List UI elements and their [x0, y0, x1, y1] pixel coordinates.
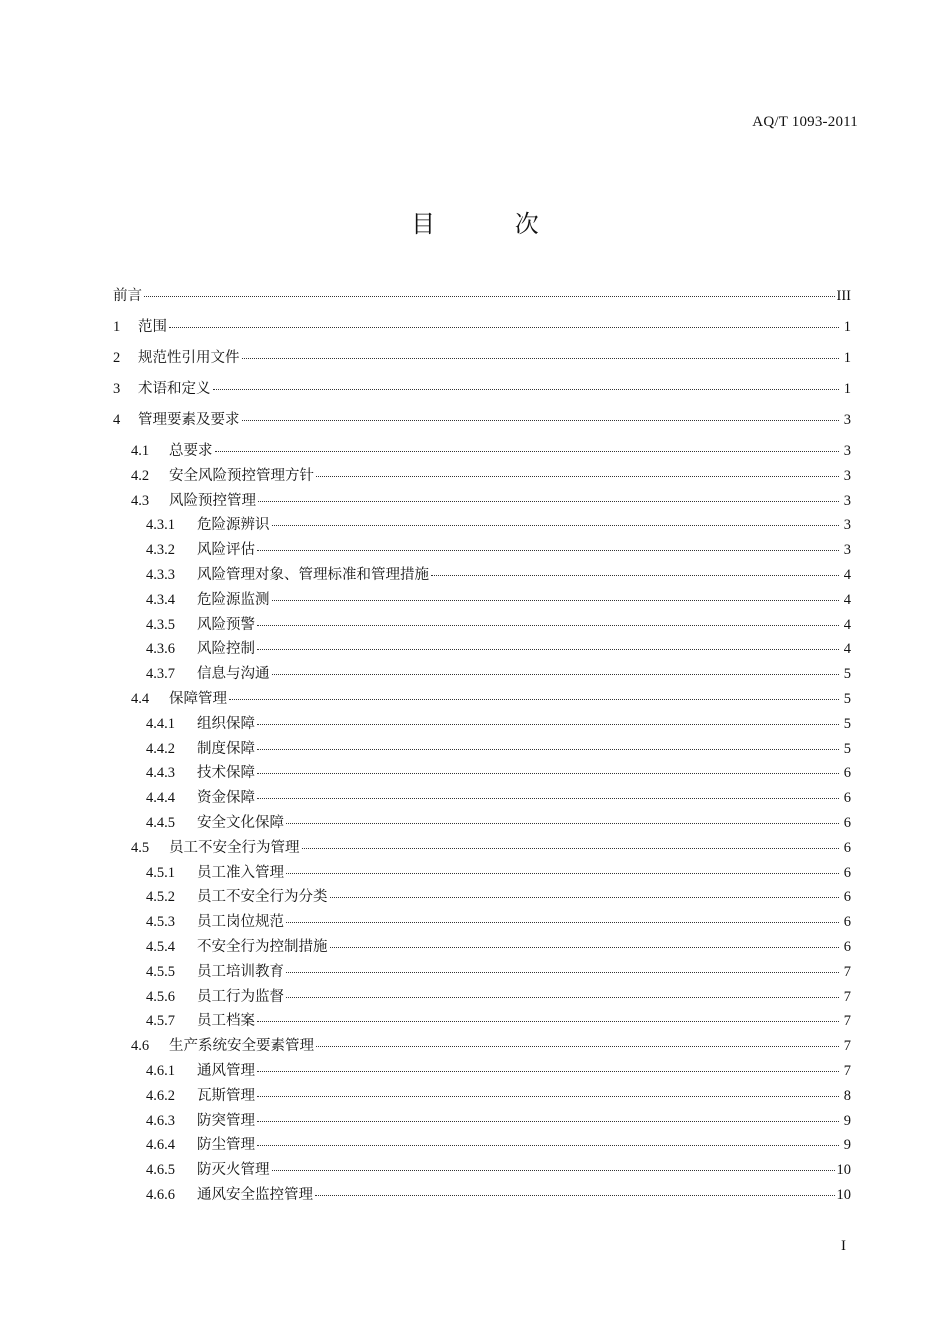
toc-entry-number: 4.5.1: [146, 864, 175, 881]
toc-entry-title: 总要求: [169, 443, 213, 459]
dot-leader: [272, 1170, 835, 1171]
toc-entry-title: 瓦斯管理: [197, 1087, 255, 1104]
toc-entry[interactable]: [113, 588, 851, 613]
toc-entry-page: 9: [843, 1112, 851, 1129]
dot-leader: [258, 501, 839, 502]
toc-entry-title: 危险源监测: [197, 591, 270, 608]
toc-entry[interactable]: [113, 408, 851, 439]
toc-entry-title: 术语和定义: [138, 381, 211, 397]
toc-entry[interactable]: [113, 538, 851, 563]
standard-code: AQ/T 1093-2011: [752, 114, 858, 130]
toc-entry-number: 4.2: [131, 467, 150, 484]
toc-entry-number: 4.6.1: [146, 1062, 175, 1079]
toc-entry-number: 4.4.1: [146, 715, 175, 732]
toc-entry-page: 7: [843, 1013, 851, 1030]
dot-leader: [286, 997, 839, 998]
dot-leader: [213, 389, 840, 390]
dot-leader: [229, 699, 839, 700]
toc-entry-title: 制度保障: [197, 740, 255, 757]
dot-leader: [257, 798, 839, 799]
toc-entry[interactable]: [113, 637, 851, 662]
dot-leader: [316, 1046, 839, 1047]
dot-leader: [286, 873, 839, 874]
toc-entry-page: 3: [843, 492, 851, 509]
dot-leader: [144, 296, 835, 297]
table-of-contents: [113, 284, 851, 1208]
toc-entry-number: 1: [113, 319, 121, 335]
toc-entry-title: 防灭火管理: [197, 1162, 270, 1179]
toc-entry[interactable]: [113, 1109, 851, 1134]
toc-entry-number: 4.4.2: [146, 740, 175, 757]
toc-entry-title: 管理要素及要求: [138, 412, 240, 428]
dot-leader: [272, 674, 840, 675]
toc-entry-page: 6: [843, 765, 851, 782]
toc-entry-page: 4: [843, 591, 851, 608]
toc-entry-title: 范围: [138, 319, 167, 335]
dot-leader: [431, 575, 839, 576]
toc-entry-number: 4.6.5: [146, 1162, 175, 1179]
toc-entry[interactable]: [113, 1158, 851, 1183]
toc-entry[interactable]: [113, 985, 851, 1010]
toc-entry[interactable]: [113, 712, 851, 737]
dot-leader: [286, 823, 839, 824]
toc-entry-number: 4.6.4: [146, 1137, 175, 1154]
dot-leader: [330, 947, 840, 948]
toc-entry[interactable]: [113, 1034, 851, 1059]
toc-entry[interactable]: [113, 960, 851, 985]
dot-leader: [257, 1021, 839, 1022]
toc-entry-title: 危险源辨识: [197, 517, 270, 534]
toc-entry-page: 5: [843, 715, 851, 732]
toc-entry-page: 10: [836, 1162, 851, 1179]
toc-entry-number: 4.3.3: [146, 566, 175, 583]
toc-entry-page: 5: [843, 666, 851, 683]
toc-entry-page: 1: [843, 350, 851, 366]
toc-entry-number: 4.6.6: [146, 1186, 175, 1203]
dot-leader: [257, 1071, 839, 1072]
toc-entry-page: 1: [843, 381, 851, 397]
toc-entry-page: 7: [843, 963, 851, 980]
dot-leader: [286, 972, 839, 973]
toc-entry-title: 防突管理: [197, 1112, 255, 1129]
toc-entry-page: 3: [843, 467, 851, 484]
toc-entry[interactable]: [113, 1183, 851, 1208]
toc-entry[interactable]: [113, 439, 851, 464]
toc-entry[interactable]: [113, 662, 851, 687]
toc-entry[interactable]: [113, 1084, 851, 1109]
dot-leader: [169, 327, 839, 328]
toc-entry[interactable]: [113, 315, 851, 346]
toc-entry-number: 4.6.3: [146, 1112, 175, 1129]
dot-leader: [257, 1121, 839, 1122]
toc-entry[interactable]: [113, 811, 851, 836]
toc-entry-number: 4.3: [131, 492, 150, 509]
dot-leader: [286, 922, 839, 923]
toc-entry[interactable]: [113, 513, 851, 538]
dot-leader: [257, 1145, 839, 1146]
toc-entry-title: 安全风险预控管理方针: [169, 467, 314, 484]
dot-leader: [242, 358, 840, 359]
toc-entry[interactable]: [113, 786, 851, 811]
toc-entry-title: 风险控制: [197, 641, 255, 658]
toc-entry-title: 风险评估: [197, 542, 255, 559]
toc-entry[interactable]: [113, 1133, 851, 1158]
toc-entry-page: 4: [843, 616, 851, 633]
toc-entry-title: 规范性引用文件: [138, 350, 240, 366]
toc-entry-title: 员工不安全行为管理: [169, 839, 300, 856]
toc-entry-page: 10: [836, 1186, 851, 1203]
toc-entry-number: 4.5.4: [146, 938, 175, 955]
toc-entry-page: 9: [843, 1137, 851, 1154]
toc-entry-page: 4: [843, 566, 851, 583]
toc-entry-page: 6: [843, 938, 851, 955]
dot-leader: [257, 749, 839, 750]
toc-entry-page: 6: [843, 914, 851, 931]
toc-entry-number: 4.3.7: [146, 666, 175, 683]
toc-entry[interactable]: [113, 464, 851, 489]
toc-entry-title: 生产系统安全要素管理: [169, 1038, 314, 1055]
toc-entry-title: 员工不安全行为分类: [197, 889, 328, 906]
toc-entry-title: 员工行为监督: [197, 988, 284, 1005]
toc-entry[interactable]: [113, 737, 851, 762]
toc-entry-title: 员工岗位规范: [197, 914, 284, 931]
toc-entry[interactable]: [113, 563, 851, 588]
page-title: 目 次: [411, 210, 575, 238]
toc-entry-page: 4: [843, 641, 851, 658]
toc-entry-title: 通风管理: [197, 1062, 255, 1079]
toc-entry-page: 3: [843, 443, 851, 459]
toc-entry-number: 4.4: [131, 690, 150, 707]
toc-entry-title: 前言: [113, 288, 142, 304]
dot-leader: [315, 1195, 835, 1196]
toc-entry-title: 通风安全监控管理: [197, 1186, 313, 1203]
toc-entry-number: 4.4.3: [146, 765, 175, 782]
toc-entry-number: 4.5.7: [146, 1013, 175, 1030]
toc-entry-page: III: [836, 288, 851, 304]
toc-entry-title: 员工档案: [197, 1013, 255, 1030]
toc-entry[interactable]: [113, 687, 851, 712]
toc-entry[interactable]: [113, 935, 851, 960]
toc-entry-number: 4.5.5: [146, 963, 175, 980]
toc-entry-title: 技术保障: [197, 765, 255, 782]
dot-leader: [330, 897, 840, 898]
toc-entry-number: 4.6: [131, 1038, 150, 1055]
dot-leader: [272, 600, 840, 601]
toc-entry-number: 4.6.2: [146, 1087, 175, 1104]
toc-entry-page: 7: [843, 1062, 851, 1079]
toc-entry-page: 1: [843, 319, 851, 335]
toc-entry-page: 5: [843, 690, 851, 707]
dot-leader: [257, 550, 839, 551]
toc-entry-page: 3: [843, 542, 851, 559]
toc-entry-number: 4.5.3: [146, 914, 175, 931]
toc-entry-title: 组织保障: [197, 715, 255, 732]
toc-entry-page: 3: [843, 517, 851, 534]
toc-entry-title: 安全文化保障: [197, 814, 284, 831]
toc-entry-page: 6: [843, 864, 851, 881]
toc-entry[interactable]: [113, 1059, 851, 1084]
toc-entry[interactable]: [113, 836, 851, 861]
dot-leader: [257, 724, 839, 725]
toc-entry[interactable]: [113, 377, 851, 408]
toc-entry-page: 8: [843, 1087, 851, 1104]
toc-entry-title: 员工培训教育: [197, 963, 284, 980]
toc-entry-page: 5: [843, 740, 851, 757]
toc-entry-title: 风险管理对象、管理标准和管理措施: [197, 566, 429, 583]
toc-entry[interactable]: [113, 1009, 851, 1034]
dot-leader: [257, 649, 839, 650]
toc-entry-number: 4.5.2: [146, 889, 175, 906]
toc-entry-title: 风险预警: [197, 616, 255, 633]
toc-entry-number: 4.3.5: [146, 616, 175, 633]
toc-entry-number: 4.3.1: [146, 517, 175, 534]
toc-entry-page: 6: [843, 889, 851, 906]
toc-entry-number: 4.3.2: [146, 542, 175, 559]
toc-entry-number: 4: [113, 412, 121, 428]
toc-entry-page: 3: [843, 412, 851, 428]
toc-entry-number: 4.4.5: [146, 814, 175, 831]
toc-entry-title: 员工准入管理: [197, 864, 284, 881]
toc-entry[interactable]: [113, 761, 851, 786]
toc-entry-title: 资金保障: [197, 790, 255, 807]
dot-leader: [302, 848, 840, 849]
toc-entry-title: 防尘管理: [197, 1137, 255, 1154]
dot-leader: [257, 625, 839, 626]
toc-entry-number: 4.4.4: [146, 790, 175, 807]
toc-entry[interactable]: [113, 284, 851, 315]
toc-entry-number: 4.5: [131, 839, 150, 856]
toc-entry[interactable]: [113, 885, 851, 910]
toc-entry-number: 4.1: [131, 443, 150, 459]
toc-entry[interactable]: [113, 910, 851, 935]
toc-entry-number: 3: [113, 381, 121, 397]
toc-entry-title: 风险预控管理: [169, 492, 256, 509]
toc-entry[interactable]: [113, 489, 851, 514]
toc-entry-page: 6: [843, 814, 851, 831]
toc-entry[interactable]: [113, 346, 851, 377]
toc-entry-page: 6: [843, 790, 851, 807]
dot-leader: [272, 525, 840, 526]
toc-entry-number: 2: [113, 350, 121, 366]
toc-entry-page: 7: [843, 1038, 851, 1055]
toc-entry-number: 4.3.4: [146, 591, 175, 608]
page-number: I: [841, 1238, 846, 1254]
dot-leader: [316, 476, 839, 477]
toc-entry-page: 7: [843, 988, 851, 1005]
toc-entry-number: 4.5.6: [146, 988, 175, 1005]
toc-entry-title: 不安全行为控制措施: [197, 938, 328, 955]
toc-entry-page: 6: [843, 839, 851, 856]
dot-leader: [257, 773, 839, 774]
dot-leader: [215, 451, 840, 452]
toc-entry-title: 保障管理: [169, 690, 227, 707]
toc-entry-title: 信息与沟通: [197, 666, 270, 683]
dot-leader: [257, 1096, 839, 1097]
toc-entry[interactable]: [113, 861, 851, 886]
dot-leader: [242, 420, 840, 421]
toc-entry-number: 4.3.6: [146, 641, 175, 658]
toc-entry[interactable]: [113, 613, 851, 638]
